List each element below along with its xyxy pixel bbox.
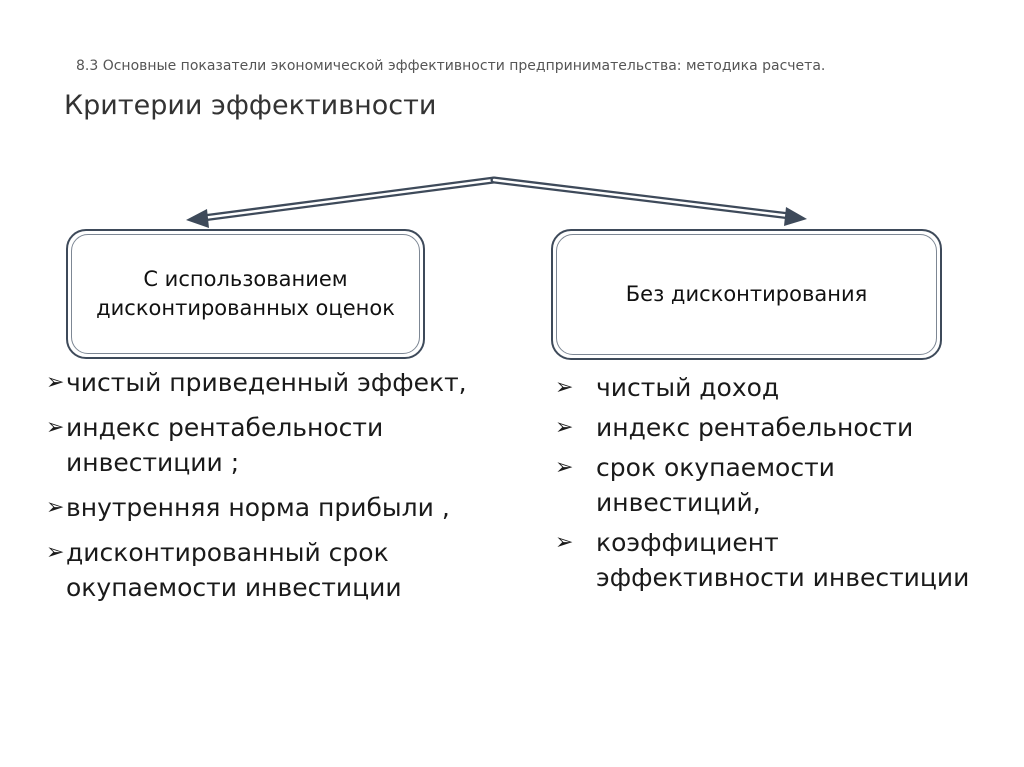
list-item-text: срок окупаемости инвестиций, <box>596 453 835 517</box>
chevron-check-icon: ➢ <box>555 530 574 555</box>
list-item <box>46 410 516 480</box>
list-item-text: дисконтированный срок окупаемости инвестиции <box>66 538 402 602</box>
chevron-check-icon: ➢ <box>46 495 65 520</box>
list-item <box>553 370 973 405</box>
arrow-left <box>186 180 494 228</box>
chevron-check-icon: ➢ <box>555 415 574 440</box>
arrow-right <box>494 180 807 226</box>
slide-title: Критерии эффективности <box>64 90 437 121</box>
list-item-text: коэффициент эффективности инвестиции <box>596 528 970 592</box>
list-item <box>553 410 973 445</box>
box-non-discounted-label: Без дисконтирования <box>625 282 868 306</box>
box-discounted-label: С использованием дисконтированных оценок <box>96 267 395 320</box>
list-item-text: индекс рентабельности <box>596 413 914 442</box>
chevron-check-icon: ➢ <box>555 455 574 480</box>
list-item-text: чистый приведенный эффект, <box>66 368 467 397</box>
discounted-criteria-list <box>46 365 516 615</box>
chevron-check-icon: ➢ <box>46 540 65 565</box>
chevron-check-icon: ➢ <box>46 370 65 395</box>
list-item <box>553 525 973 595</box>
box-non-discounted-methods <box>551 229 942 360</box>
list-item <box>46 490 516 525</box>
list-item-text: чистый доход <box>596 373 780 402</box>
chevron-check-icon: ➢ <box>46 415 65 440</box>
non-discounted-criteria-list <box>553 370 973 600</box>
list-item-text: внутренняя норма прибыли , <box>66 493 450 522</box>
chevron-check-icon: ➢ <box>555 375 574 400</box>
list-item <box>553 450 973 520</box>
list-item-text: индекс рентабельности инвестиции ; <box>66 413 384 477</box>
list-item <box>46 535 516 605</box>
box-discounted-methods <box>66 229 425 359</box>
list-item <box>46 365 516 400</box>
slide-subtitle: 8.3 Основные показатели экономической эффективности предпринимательства: методика расчета. <box>76 58 826 74</box>
